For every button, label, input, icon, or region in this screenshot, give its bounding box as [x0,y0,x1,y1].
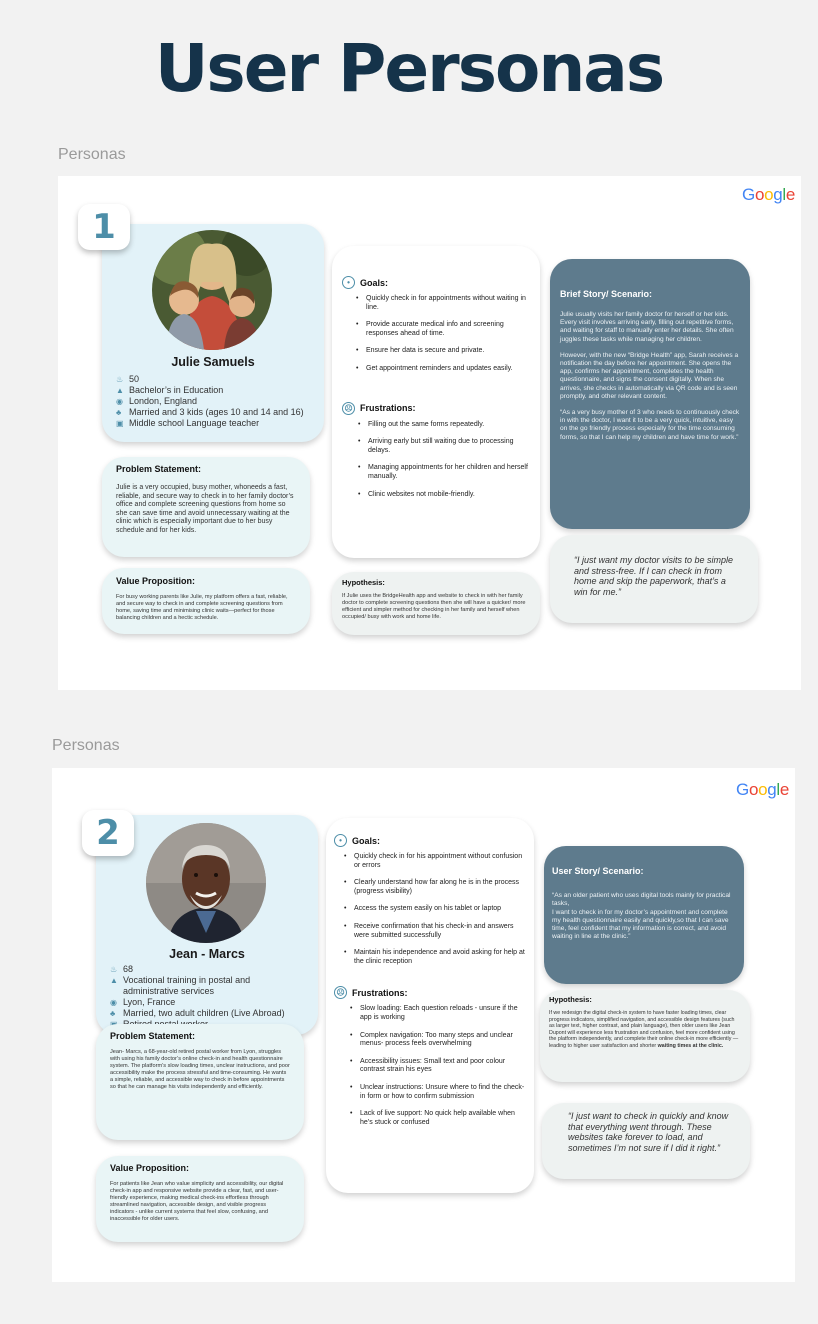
goals-heading: • Goals: [342,276,530,289]
story-title: Brief Story/ Scenario: [560,289,653,299]
graduation-cap-icon: ▲ [116,386,124,395]
goals-heading: • Goals: [334,834,526,847]
frustration-item: • Unclear instructions: Unsure where to find the check-in form or how to confirm submission [350,1084,526,1101]
hypothesis-title: Hypothesis: [549,995,592,1004]
persona-name: Jean - Marcs [169,947,245,961]
fact-location: ◉ Lyon, France [110,997,176,1007]
goal-item: • Get appointment reminders and updates easily. [356,365,530,374]
goal-item: • Ensure her data is secure and private. [356,347,530,356]
story-paragraph: However, with the new “Bridge Health” app, Sarah receives a notification the day before her appointment. She opens the app, confirms her appointment, completes the health questionnaire, and signs the consent digitally. When she arrives, she checks in automatically via QR code and is seen promptly. and other relevant content. [560,351,739,400]
story-title: User Story/ Scenario: [552,866,644,876]
sad-face-icon: ☹ [342,402,355,415]
value-proposition-text: For busy working parents like Julie, my platform offers a fast, reliable, and secure way to check in and complete screening questions from home, saving time and minimising clinic waits—perfect for those balancing children and a hectic schedule. [116,594,288,621]
fact-age: ♨ 50 [116,374,140,384]
sad-face-icon: ☹ [334,986,347,999]
goals-frustrations-card [326,818,534,1193]
google-logo: Google [736,780,790,799]
goal-item: • Quickly check in for his appointment without confusion or errors [344,853,526,870]
problem-statement-title: Problem Statement: [116,464,202,474]
profile-card [102,224,324,442]
frustration-item: • Accessibility issues: Small text and poor colour contrast strain his eyes [350,1058,526,1075]
frustration-item: • Lack of live support: No quick help available when he’s stuck or confused [350,1110,526,1127]
goal-item: • Provide accurate medical info and screening responses ahead of time. [356,321,530,338]
goals-list [344,853,526,966]
value-proposition-title: Value Proposition: [110,1163,190,1173]
persona-panel-2 [52,768,795,1282]
persona-name: Julie Samuels [171,355,255,369]
quote-card [542,1103,750,1179]
problem-statement-text: Jean- Marcs, a 68-year-old retired postal worker from Lyon, struggles with using his family doctor’s online check-in and health questionnaire system. The platform’s slow loading times, unclear instructions, and poor accessibility make the process stressful and time-consuming. He wants a simple, reliable, and accessible way to check in before appointments so that he can manage his visits independently and efficiently. [110,1049,290,1090]
persona-quote: “I just want my doctor visits to be simple and stress-free. If I can check in from home and skip the paperwork, that’s a win for me.” [574,555,734,597]
value-proposition-text: For patients like Jean who value simplicity and accessibility, our digital check-in app and responsive website provide a clear, fast, and user-friendly experience, making medical check-ins effortless through streamlined navigation, accessible design, and visible progress indicators - unlike current systems that feel slow, confusing, and inaccessible for older users. [110,1181,284,1222]
story-card [544,846,744,984]
hypothesis-card [332,572,540,635]
hypothesis-text: If we redesign the digital check-in system to have faster loading times, clear progress indicators, simplified navigation, and accessible design features (such as larger text, higher contrast, and plain language), then older users like Jean Dupont will experience less frustration and confusion, feel more confident using the platform independently, and complete their online check-in more efficiently — leading to higher user satisfaction and shorter waiting times at the clinic. [549,1010,739,1049]
fact-location: ◉ London, England [116,396,198,406]
location-pin-icon: ◉ [116,397,123,406]
goals-list [356,295,530,374]
frustrations-list [350,1005,526,1127]
google-logo: Google [742,185,796,204]
persona-number-badge: 1 [78,204,130,250]
page-title: User Personas [154,30,664,107]
story-paragraph: “As an older patient who uses digital tools mainly for practical tasks, I want to check in for my doctor’s appointment and complete my health questionnaire easily and quickly,so that I can save time, feel confident that my information is correct, and avoid waiting in line at the clinic.” [552,892,731,941]
frustrations-heading: ☹ Frustrations: [342,402,530,415]
problem-statement-text: Julie is a very occupied, busy mother, whoneeds a fast, reliable, and secure way to check in to her family doctor’s office and complete screening questions from home so she can save time and avoid unnecessary waiting at the clinic which is especially important due to her busy schedule and for her kids. [116,484,294,534]
persona-facts [110,964,305,1030]
goal-item: • Receive confirmation that his check-in and answers were submitted successfully [344,923,526,940]
value-proposition-card [96,1156,304,1242]
hypothesis-card [540,990,750,1082]
persona-facts [116,374,321,429]
persona-panel-1 [58,176,801,690]
story-paragraph: “As a very busy mother of 3 who needs to continuously check in with the doctor, I want it to be a very quick, intuitive, easy on the go friendly process especially for the time consuming forms, so that I can help my children and have time for work.” [560,409,740,441]
problem-statement-card [96,1024,304,1140]
frustration-item: • Clinic websites not mobile-friendly. [358,491,530,500]
section-label: Personas [58,146,126,163]
persona-photo [152,230,272,350]
story-card [550,259,750,529]
problem-statement-card [102,457,310,557]
frustration-item: • Arriving early but still waiting due to processing delays. [358,438,530,455]
frustration-item: • Filling out the same forms repeatedly. [358,421,530,430]
hypothesis-title: Hypothesis: [342,578,385,587]
problem-statement-title: Problem Statement: [110,1031,196,1041]
frustrations-heading: ☹ Frustrations: [334,986,526,999]
goal-item: • Maintain his independence and avoid asking for help at the clinic reception [344,949,526,966]
frustration-item: • Complex navigation: Too many steps and unclear menus- process feels overwhelming [350,1032,526,1049]
goal-item: • Clearly understand how far along he is in the process (progress visibility) [344,879,526,896]
cake-icon: ♨ [110,965,118,974]
fact-occupation: ▣ Middle school Language teacher [116,418,260,428]
persona-number-badge: 2 [82,810,134,856]
quote-card [550,535,758,623]
fact-family: ♣ Married and 3 kids (ages 10 and 14 and 16) [116,407,304,417]
goal-item: • Quickly check in for appointments without waiting in line. [356,295,530,312]
persona-photo [146,823,266,943]
family-icon: ♣ [110,1009,116,1018]
fact-education: ▲ Bachelor’s in Education [116,385,224,395]
frustration-item: • Slow loading: Each question reloads - unsure if the app is working [350,1005,526,1022]
value-proposition-card [102,568,310,634]
cake-icon: ♨ [116,375,124,384]
frustrations-list [358,421,530,500]
location-pin-icon: ◉ [110,998,117,1007]
story-text [560,311,740,442]
story-paragraph: Julie usually visits her family doctor for herself or her kids. Every visit involves arriving early, filling out repetitive forms, and waiting for staff to manually enter her details. She often juggles these tasks while managing her children. [560,311,734,343]
value-proposition-title: Value Proposition: [116,576,196,586]
story-text [552,884,736,958]
goals-frustrations-card [332,246,540,558]
section-label: Personas [52,737,120,754]
frustration-item: • Managing appointments for her children and herself manually. [358,464,530,481]
hypothesis-text: If Julie uses the BridgeHealth app and website to check in with her family doctor to complete screening questions then she will have a quicker/ more efficient and simpler method for checking in her family and herself when occupied/ busy with work and home life. [342,593,526,620]
persona-quote: “I just want to check in quickly and know that everything went through. These websites take forever to load, and sometimes I’m not sure if I did it right.” [568,1111,729,1153]
family-icon: ♣ [116,408,122,417]
target-icon: • [334,834,347,847]
target-icon: • [342,276,355,289]
graduation-cap-icon: ▲ [110,976,118,985]
fact-education: ▲ Vocational training in postal and administrative services [110,975,251,996]
fact-family: ♣ Married, two adult children (Live Abroad) [110,1008,285,1018]
goal-item: • Access the system easily on his tablet or laptop [344,905,526,914]
briefcase-icon: ▣ [116,419,124,428]
fact-age: ♨ 68 [110,964,134,974]
